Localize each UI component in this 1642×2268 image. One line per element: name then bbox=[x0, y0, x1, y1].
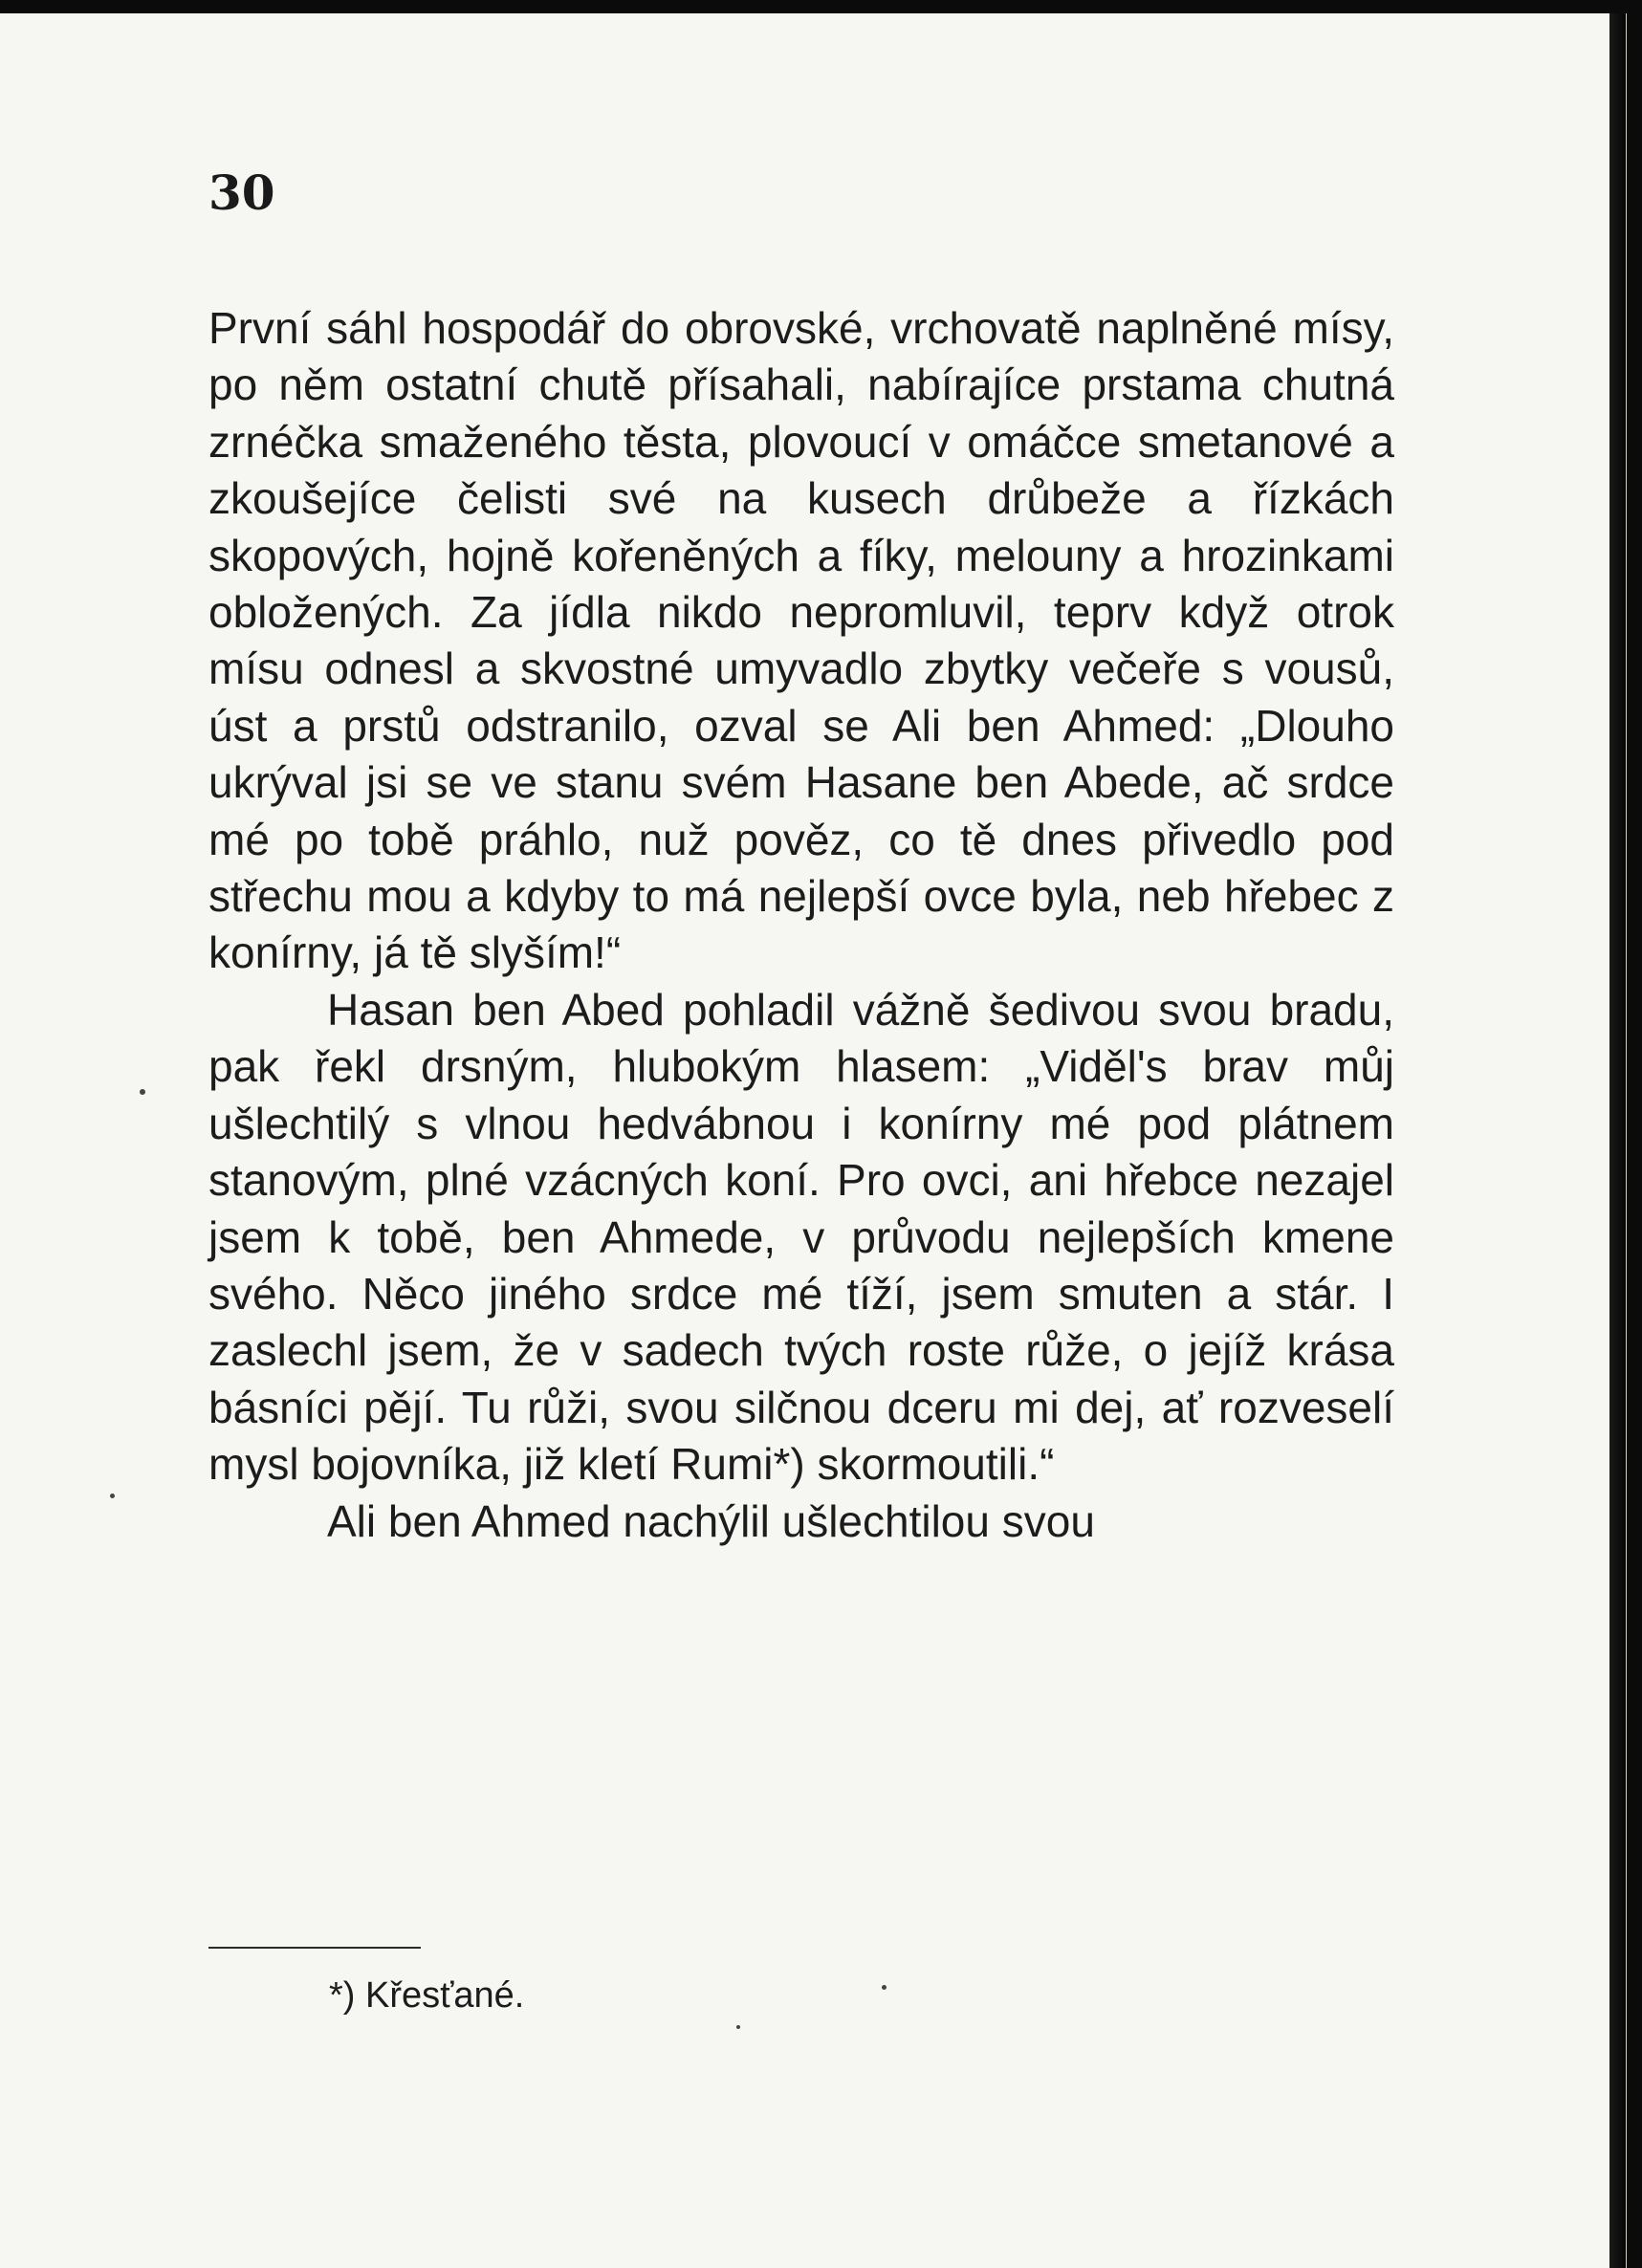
paragraph-3: Ali ben Ahmed nachýlil ušlechtilou svou bbox=[327, 1495, 1095, 1546]
page-number: 30 bbox=[208, 164, 275, 221]
print-speck bbox=[882, 1985, 887, 1990]
print-speck bbox=[110, 1494, 115, 1498]
scan-border bbox=[1609, 13, 1626, 2268]
print-speck bbox=[140, 1089, 145, 1095]
footnote: *) Křesťané. bbox=[329, 1975, 525, 2016]
body-text bbox=[208, 300, 1394, 1550]
footnote-divider bbox=[208, 1947, 421, 1949]
book-page bbox=[0, 13, 1627, 2268]
print-speck bbox=[736, 2025, 740, 2029]
paragraph-2: Hasan ben Abed pohladil vážně šedivou svou bradu, pak řekl drsným, hlubokým hlasem: „Viděl's brav můj ušlechtilý s vlnou hedvábnou i konírny mé pod plátnem stanovým, plné vzácných koní. Pro ovci, ani hřebce nezajel jsem k tobě, ben Ahmede, v průvodu nejlepších kmene svého. Něco jiného srdce mé tíží, jsem smuten a stár. I zaslechl jsem, že v sadech tvých roste růže, o jejíž krása básníci pějí. Tu růži, svou silčnou dceru mi dej, ať rozveselí mysl bojovníka, již kletí Rumi*) skormoutili.“ bbox=[208, 984, 1394, 1490]
paragraph-1: První sáhl hospodář do obrovské, vrchovatě naplněné mísy, po něm ostatní chutě přísahali, nabírajíce prstama chutná zrnéčka smaženého těsta, plovoucí v omáčce smetanové a zkoušejíce čelisti své na kusech drůbeže a řízkách skopových, hojně kořeněných a fíky, melouny a hrozinkami obložených. Za jídla nikdo nepromluvil, teprv když otrok mísu odnesl a skvostné umyvadlo zbytky večeře s vousů, úst a prstů odstranilo, ozval se Ali ben Ahmed: „Dlouho ukrýval jsi se ve stanu svém Hasane ben Abede, ač srdce mé po tobě práhlo, nuž pověz, co tě dnes přivedlo pod střechu mou a kdyby to má nejlepší ovce byla, neb hřebec z konírny, já tě slyším!“ bbox=[208, 303, 1394, 978]
